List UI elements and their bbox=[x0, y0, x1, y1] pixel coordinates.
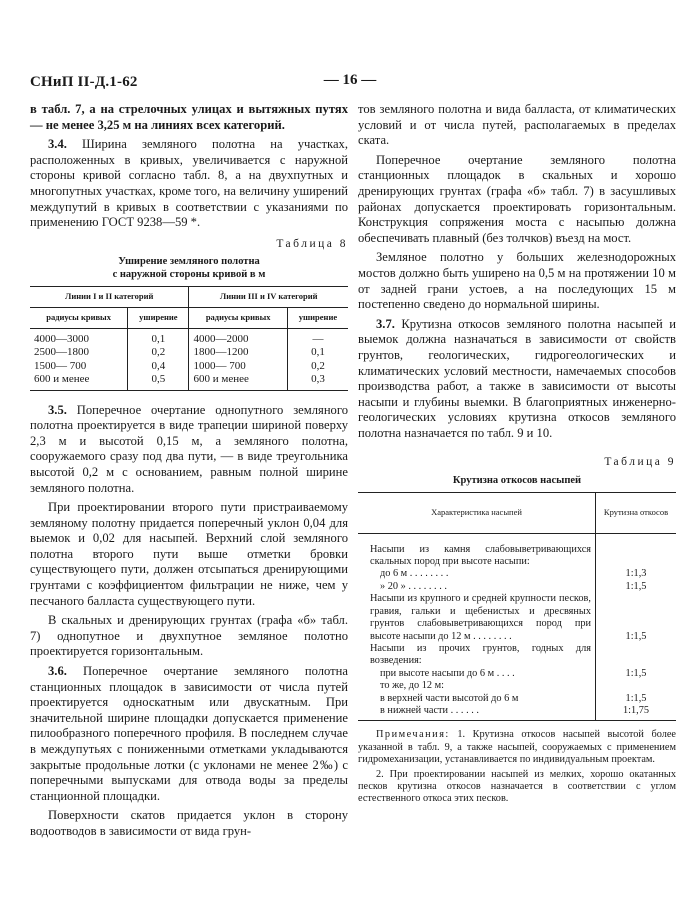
table-row: Насыпи из камня слабовыветривающихся скальных пород при высоте насыпи: bbox=[358, 533, 676, 568]
table-row: в нижней части . . . . . . 1:1,75 bbox=[358, 705, 676, 721]
table-8 bbox=[30, 286, 348, 390]
table-9 bbox=[358, 492, 676, 721]
table-row: 4000—3000 0,1 4000—2000 — bbox=[30, 328, 348, 346]
paragraph-continuation: тов земляного полотна и вида балласта, от климатических условий и от числа путей, располагаемых в пределах ската. bbox=[358, 102, 676, 148]
note-1: 1. Крутизна откосов насыпей высотой более указанной в табл. 9, а также насыпей, сооружаемых с применением гидромеханизации, устанавливается по индивидуальным проектам. bbox=[358, 729, 676, 765]
clause-3-5: 3.5. Поперечное очертание однопутного земляного полотна проектируется в виде трапеции шириной поверху 2,3 м и высотой 0,15 м, а земляного полотна, сооружаемого сразу под два пути, — в виде треугольника высотой 0,2 м с основанием, равным полной ширине земляного полотна. bbox=[30, 402, 349, 495]
table-row: при высоте насыпи до 6 м . . . . 1:1,5 bbox=[358, 668, 676, 680]
document-code: СНиП II-Д.1-62 bbox=[30, 74, 138, 90]
paragraph-slopes: Поверхности скатов придается уклон в сторону водоотводов в зависимости от вида грун- bbox=[30, 808, 348, 838]
table-9-col-characteristic: Характеристика насыпей bbox=[358, 493, 596, 534]
table-8-group-1: Линии I и II категорий bbox=[30, 287, 189, 308]
notes-label: Примечания: bbox=[376, 729, 450, 741]
clause-3-7: 3.7. Крутизна откосов земляного полотна насыпей и выемок должна назначаться в зависимости от свойств грунтов, геологических, гидрогеологических и климатических условий местности, намечаемых способов производства работ, а также в зависимости от высоты насыпи и глубины выемки. В благоприятных инженерно-геологических условиях крутизна откосов земляного полотна назначается по табл. 9 и 10. bbox=[358, 316, 676, 440]
note-2: 2. При проектировании насыпей из мелких, хорошо окатанных песков крутизна откосов назначается в соответствии с углом естественного откоса этих песков. bbox=[358, 768, 676, 805]
table-row: то же, до 12 м: bbox=[358, 680, 676, 692]
paragraph-second-track: При проектировании второго пути пристраиваемому земляному полотну придается поперечный уклон 0,04 для выемок и 0,02 для насыпей. Верхний слой земляного полотна второго пути выше отметки бровки существующего пути, должен отсыпаться дренирующими грунтами с коэффициентом фильтрации не ниже, чем у песчаного балласта существующего пути. bbox=[30, 500, 348, 608]
table-9-title: Крутизна откосов насыпей bbox=[452, 475, 582, 487]
table-row: » 20 » . . . . . . . . 1:1,5 bbox=[358, 581, 676, 593]
table-9-col-slope: Крутизна откосов bbox=[596, 493, 677, 534]
table-8-col-widening: уширение bbox=[128, 307, 189, 328]
table-row: 1500— 700 0,4 1000— 700 0,2 bbox=[30, 360, 348, 374]
table-8-title: Уширение земляного полотна с наружной стороны кривой в м bbox=[112, 256, 266, 281]
right-column bbox=[358, 102, 676, 809]
table-8-label: Таблица 8 bbox=[276, 237, 348, 250]
table-row: 600 и менее 0,5 600 и менее 0,3 bbox=[30, 373, 348, 390]
table-row: до 6 м . . . . . . . . 1:1,3 bbox=[358, 568, 676, 580]
left-column bbox=[30, 102, 348, 844]
table-8-col-radius: радиусы кривых bbox=[189, 307, 287, 328]
table-9-notes bbox=[358, 729, 676, 805]
table-8-col-radius: радиусы кривых bbox=[30, 307, 128, 328]
table-8-group-2: Линии III и IV категорий bbox=[189, 287, 348, 308]
table-8-col-widening: уширение bbox=[287, 307, 348, 328]
clause-3-4: 3.4. Ширина земляного полотна на участках, расположенных в кривых, увеличивается с наружной стороны кривой согласно табл. 8, а на двухпутных и многопутных участках, кроме того, на величину уширений междупутий в кривых в соответствии с указаниями по применению ГОСТ 9238—59 *. bbox=[30, 137, 348, 230]
paragraph-bridges: Земляное полотно у больших железнодорожных мостов должно быть уширено на 0,5 м на протяжении 10 м от задней грани устоев, а на последующих 15 м постепенно сведено до нормальной ширины. bbox=[358, 250, 676, 312]
table-row: Насыпи из крупного и средней крупности песков, гравия, гальки и щебенистых и дресвяных грунтов слабовыветривающихся пород при высоте насыпи до 12 м . . . . . . . . 1:1,5 bbox=[358, 593, 676, 643]
table-row: 2500—1800 0,2 1800—1200 0,1 bbox=[30, 346, 348, 360]
table-row: в верхней части высотой до 6 м 1:1,5 bbox=[358, 693, 676, 705]
paragraph-continuation: в табл. 7, а на стрелочных улицах и вытяжных путях — не менее 3,25 м на линиях всех категорий. bbox=[30, 102, 348, 132]
paragraph-station-profile: Поперечное очертание земляного полотна станционных площадок в скальных и хорошо дренирующих грунтах (графа «б» табл. 7) в засушливых районах допускается проектировать горизонтальным. Конструкция сопряжения моста с насыпью должна обеспечивать плавный (без толчков) въезд на мост. bbox=[358, 152, 676, 245]
table-row: Насыпи из прочих грунтов, годных для возведения: bbox=[358, 643, 676, 668]
paragraph-rocky-soils: В скальных и дренирующих грунтах (графа «б» табл. 7) однопутное и двухпутное земляное полотно проектируется горизонтальным. bbox=[30, 613, 348, 659]
page-number: — 16 — bbox=[323, 72, 377, 88]
clause-3-6: 3.6. Поперечное очертание земляного полотна станционных площадок в зависимости от числа путей проектируется односкатным или двускатным. При значительной ширине площадки допускается применение пилообразного поперечного профиля. В последнем случае в междупутьях с пониженными отметками укладываются закрытые продольные лотки (с уклонами не менее 2‰) с поперечными выпусками для отвода воды за пределы станционной площадки. bbox=[30, 664, 348, 803]
table-9-label: Таблица 9 bbox=[604, 456, 676, 469]
